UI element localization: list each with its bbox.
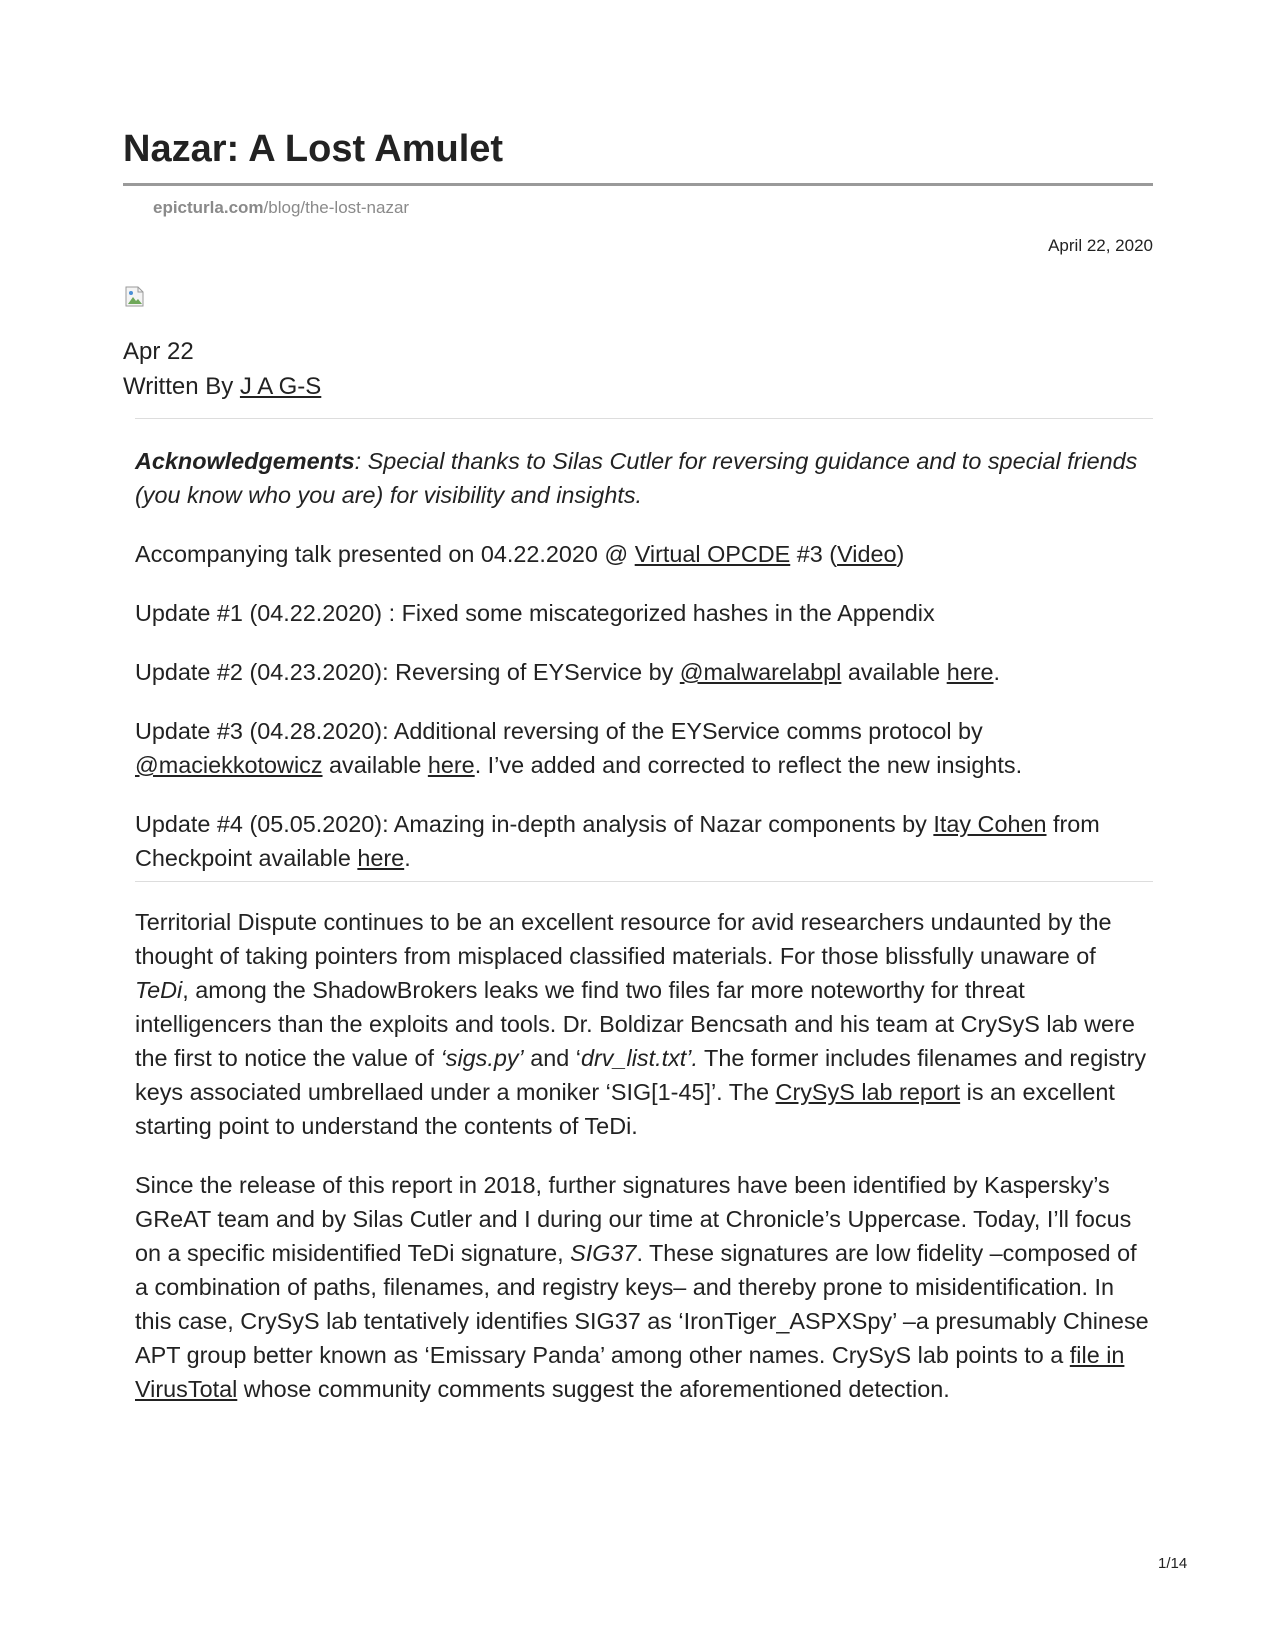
post-date: Apr 22 bbox=[123, 338, 194, 365]
byline bbox=[123, 369, 321, 404]
broken-image-icon bbox=[124, 286, 146, 308]
body-text: whose community comments suggest the aforementioned detection. bbox=[237, 1376, 950, 1402]
update-3-text: Update #3 (04.28.2020): Additional reversing of the EYService comms protocol by bbox=[135, 718, 983, 744]
update-2-here-link[interactable]: here bbox=[946, 659, 994, 685]
update-3-text-3: . I’ve added and corrected to reflect the new insights. bbox=[474, 752, 1023, 778]
body-text: The former includes filenames and registry keys associated umbrellaed under a moniker ‘SIG[1-45]’. The bbox=[135, 1045, 1147, 1105]
update-4 bbox=[135, 807, 1153, 875]
source-path: /blog/the-lost-nazar bbox=[263, 198, 410, 217]
article-title: Nazar: A Lost Amulet bbox=[123, 128, 504, 170]
video-link[interactable]: Video bbox=[837, 541, 897, 567]
update-2 bbox=[135, 655, 1153, 689]
title-divider bbox=[123, 183, 1153, 186]
acknowledgements bbox=[135, 444, 1153, 512]
tedi-emphasis: TeDi bbox=[135, 977, 183, 1003]
sig37-emphasis: SIG37 bbox=[570, 1240, 637, 1266]
update-4-text-2: from Checkpoint available bbox=[135, 811, 1100, 871]
body-paragraph-2 bbox=[135, 1168, 1153, 1406]
print-date: April 22, 2020 bbox=[1048, 236, 1153, 255]
divider-bottom bbox=[135, 881, 1153, 882]
virustotal-link[interactable]: file in VirusTotal bbox=[135, 1342, 1125, 1402]
talk-text: Accompanying talk presented on 04.22.2020 @ bbox=[135, 541, 635, 567]
virtual-opcde-link[interactable]: Virtual OPCDE bbox=[634, 541, 791, 567]
itay-cohen-link[interactable]: Itay Cohen bbox=[933, 811, 1047, 837]
body-text: Territorial Dispute continues to be an excellent resource for avid researchers undaunted by the thought of taking pointers from misplaced classified materials. For those blissfully unaware of bbox=[135, 909, 1112, 969]
author-link[interactable]: J A G-S bbox=[239, 373, 322, 400]
talk-note bbox=[135, 537, 1153, 571]
body-text: . These signatures are low fidelity –composed of a combination of paths, filenames, and registry keys– and thereby prone to misidentification. In this case, CrySyS lab tentatively identifies SIG37 as ‘IronTiger_ASPXSpy’ –a presumably Chinese APT group better known as ‘Emissary Panda’ among other names. CrySyS lab points to a bbox=[135, 1240, 1149, 1368]
page-number: 1/14 bbox=[1158, 1555, 1188, 1572]
update-2-text-2: available bbox=[841, 659, 947, 685]
maciekkotowicz-link[interactable]: @maciekkotowicz bbox=[135, 752, 323, 778]
source-url[interactable] bbox=[153, 198, 409, 218]
source-domain: epicturla.com bbox=[153, 198, 264, 217]
acknowledgements-label: Acknowledgements bbox=[135, 448, 355, 474]
update-3-text-2: available bbox=[322, 752, 428, 778]
divider-top bbox=[135, 418, 1153, 419]
update-4-here-link[interactable]: here bbox=[357, 845, 405, 871]
acknowledgements-text: : Special thanks to Silas Cutler for reversing guidance and to special friends (you know who you are) for visibility and insights. bbox=[135, 448, 1138, 508]
body-text: , among the ShadowBrokers leaks we find two files far more noteworthy for threat intelligencers than the exploits and tools. Dr. Boldizar Bencsath and his team at CrySyS lab were the first to notice the value of bbox=[135, 977, 1135, 1071]
body-text: is an excellent starting point to understand the contents of TeDi. bbox=[135, 1079, 1115, 1139]
talk-text-2: #3 ( bbox=[790, 541, 838, 567]
sigs-py-emphasis: ‘sigs.py’ bbox=[440, 1045, 524, 1071]
update-4-text: Update #4 (05.05.2020): Amazing in-depth analysis of Nazar components by bbox=[135, 811, 934, 837]
update-3 bbox=[135, 714, 1153, 782]
update-3-here-link[interactable]: here bbox=[427, 752, 475, 778]
malwarelabpl-link[interactable]: @malwarelabpl bbox=[679, 659, 842, 685]
update-2-text: Update #2 (04.23.2020): Reversing of EYService by bbox=[135, 659, 680, 685]
body-text: Since the release of this report in 2018, further signatures have been identified by Kaspersky’s GReAT team and by Silas Cutler and I during our time at Chronicle’s Uppercase. Today, I’ll focus on a specific misidentified TeDi signature, bbox=[135, 1172, 1132, 1266]
drv-list-emphasis: drv_list.txt’. bbox=[581, 1045, 698, 1071]
talk-text-3: ) bbox=[896, 541, 905, 567]
body-paragraph-1 bbox=[135, 905, 1153, 1143]
notes-section bbox=[135, 444, 1153, 900]
crysys-report-link[interactable]: CrySyS lab report bbox=[775, 1079, 961, 1105]
byline-label: Written By bbox=[123, 373, 234, 400]
update-4-text-3: . bbox=[404, 845, 411, 871]
post-meta bbox=[123, 334, 321, 404]
update-1: Update #1 (04.22.2020) : Fixed some miscategorized hashes in the Appendix bbox=[135, 600, 935, 626]
body-text: and ‘ bbox=[523, 1045, 581, 1071]
update-2-text-3: . bbox=[993, 659, 1001, 685]
article-body bbox=[135, 905, 1153, 1431]
